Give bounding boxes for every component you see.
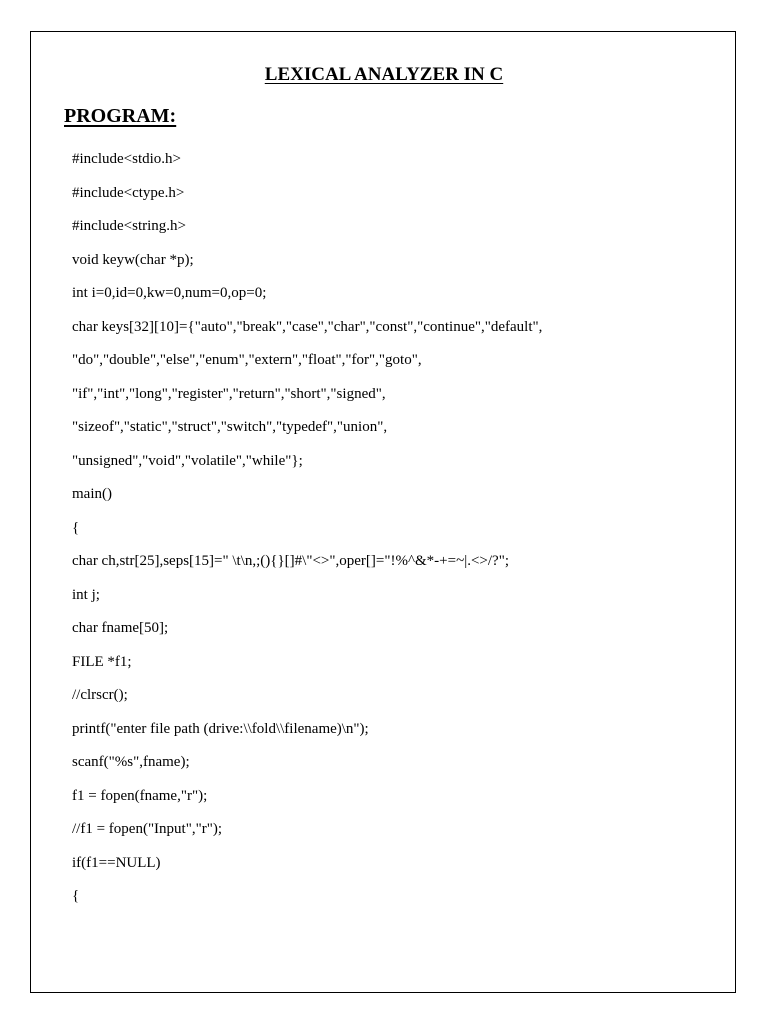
code-line: scanf("%s",fname); bbox=[72, 754, 190, 770]
code-line: //f1 = fopen("Input","r"); bbox=[72, 821, 222, 837]
code-line: #include<string.h> bbox=[72, 218, 186, 234]
document-title-text: LEXICAL ANALYZER IN C bbox=[264, 64, 504, 85]
code-line: //clrscr(); bbox=[72, 687, 128, 703]
code-line: main() bbox=[72, 486, 112, 502]
document-title bbox=[0, 63, 768, 87]
code-line: #include<ctype.h> bbox=[72, 184, 185, 201]
code-line: char keys[32][10]={"auto","break","case","char","const","continue","default", bbox=[72, 318, 543, 335]
code-line: char fname[50]; bbox=[72, 620, 169, 636]
code-line: printf("enter file path (drive:\\fold\\filename)\n"); bbox=[72, 720, 369, 737]
code-line: f1 = fopen(fname,"r"); bbox=[72, 787, 208, 804]
code-line: "unsigned","void","volatile","while"}; bbox=[72, 452, 303, 469]
section-heading: PROGRAM: bbox=[64, 105, 177, 127]
code-line: "sizeof","static","struct","switch","typedef","union", bbox=[72, 419, 388, 435]
code-line: { bbox=[72, 888, 80, 904]
code-line: { bbox=[72, 519, 80, 536]
code-line: int i=0,id=0,kw=0,num=0,op=0; bbox=[72, 285, 267, 301]
code-line: if(f1==NULL) bbox=[72, 854, 161, 871]
code-line: "if","int","long","register","return","short","signed", bbox=[72, 385, 386, 402]
code-line: char ch,str[25],seps[15]=" \t\n,;(){}[]#\"<>",oper[]="!%^&*-+=~|.<>/?"; bbox=[72, 553, 509, 569]
code-line: int j; bbox=[72, 586, 100, 603]
code-block bbox=[72, 143, 712, 914]
code-line: "do","double","else","enum","extern","float","for","goto", bbox=[72, 352, 422, 368]
code-line: FILE *f1; bbox=[72, 653, 132, 670]
code-line: #include<stdio.h> bbox=[72, 151, 181, 167]
code-line: void keyw(char *p); bbox=[72, 251, 194, 268]
